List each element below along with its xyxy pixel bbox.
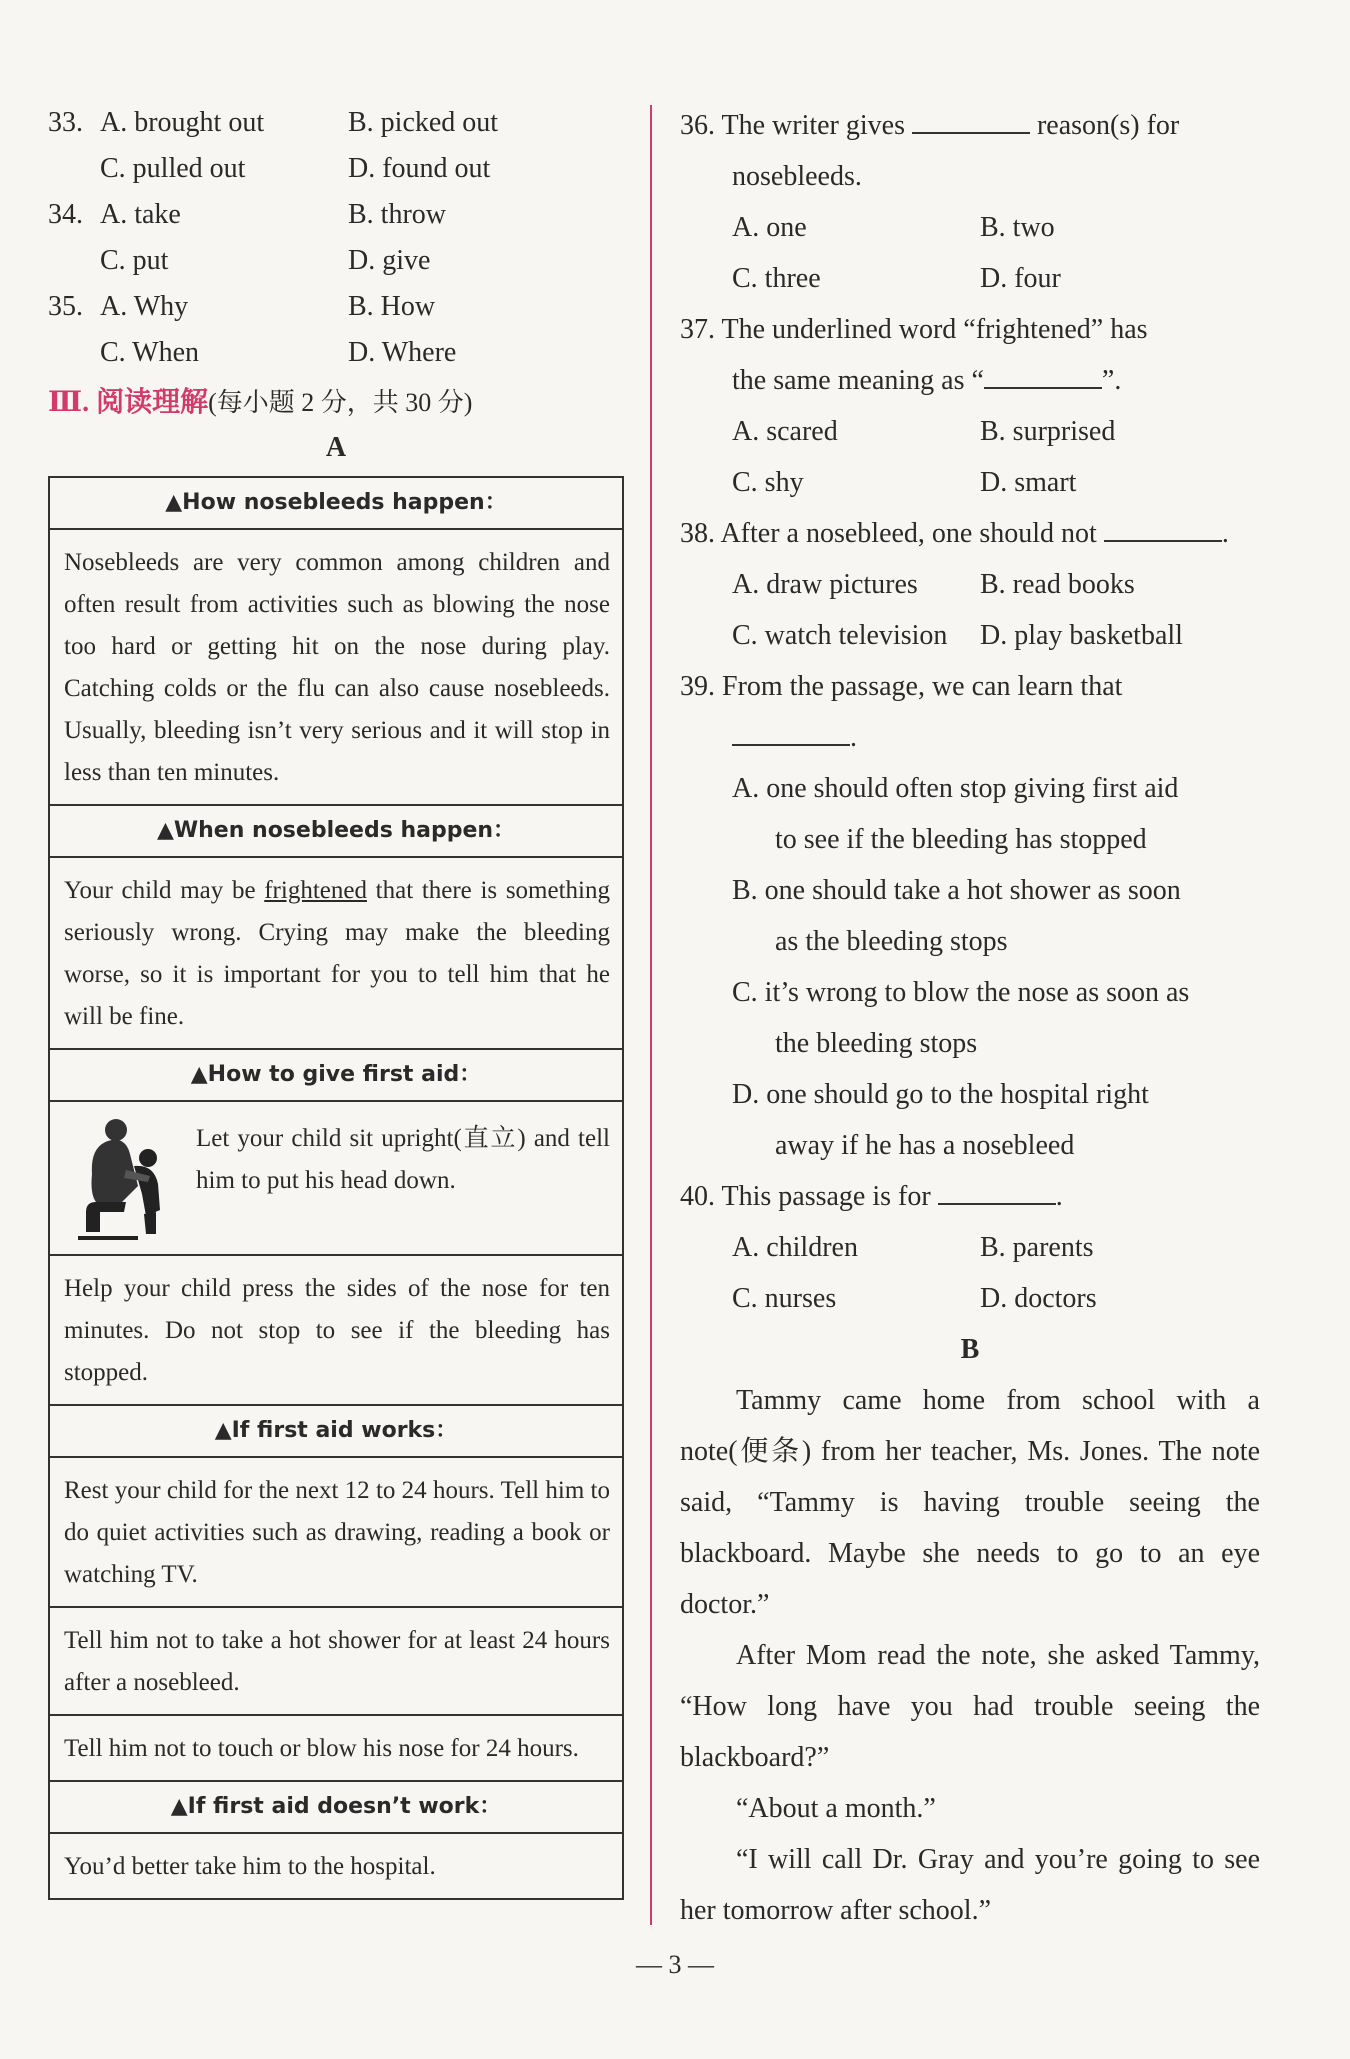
option-continued: to see if the bleeding has stopped: [775, 824, 1147, 855]
option-continued: as the bleeding stops: [775, 926, 1008, 957]
question-38: [680, 508, 1260, 559]
question-text: 36. The writer gives: [680, 110, 912, 141]
question-37: 37. The underlined word “frightened” has: [680, 314, 1148, 345]
option: D. play basketball: [980, 620, 1183, 651]
passage-paragraph: After Mom read the note, she asked Tammy, “How long have you had trouble seeing the blackboard?”: [680, 1640, 1260, 1773]
answer-blank: [912, 102, 1030, 134]
question-40: [680, 1171, 1260, 1222]
option: C. nurses: [732, 1283, 837, 1314]
option: B. read books: [980, 569, 1135, 600]
passage-paragraph: “I will call Dr. Gray and you’re going to see her tomorrow after school.”: [680, 1844, 1260, 1926]
option: A. Why: [100, 291, 189, 322]
option: D. four: [980, 263, 1061, 294]
box-text: You’d better take him to the hospital.: [64, 1853, 436, 1880]
underlined-word: frightened: [264, 877, 367, 904]
text-part: .: [1221, 518, 1229, 549]
left-column: [48, 100, 624, 1900]
right-column: [680, 100, 1260, 1936]
section-note: (每小题 2 分，共 30 分): [208, 388, 473, 417]
option: A. scared: [732, 416, 838, 447]
option: B. surprised: [980, 416, 1116, 447]
option: B. two: [980, 212, 1055, 243]
page-number: — 3 —: [636, 1950, 714, 1979]
question-36: [680, 100, 1260, 151]
column-divider: [650, 105, 652, 1925]
option: A. children: [732, 1232, 858, 1263]
option: A. one should often stop giving first aid: [732, 773, 1179, 804]
option: C. When: [100, 337, 200, 368]
option: D. one should go to the hospital right: [732, 1079, 1149, 1110]
option: D. give: [348, 245, 431, 276]
answer-blank: [1104, 510, 1222, 542]
text-part: that there is something seriously wrong. Crying may make the bleeding worse, so it is important for you to tell him that he will be fine.: [64, 877, 610, 1030]
option: C. put: [100, 245, 169, 276]
box-text: Let your child sit upright(直立) and tell him to put his head down.: [196, 1125, 610, 1194]
option: B. picked out: [348, 107, 499, 138]
option: A. take: [100, 199, 181, 230]
option: B. How: [348, 291, 436, 322]
option: C. three: [732, 263, 821, 294]
option: C. shy: [732, 467, 804, 498]
option: A. draw pictures: [732, 569, 918, 600]
option-row: [680, 559, 1260, 610]
passage-table: [48, 476, 624, 1900]
option: B. parents: [980, 1232, 1094, 1263]
text-part: the same meaning as “: [732, 365, 984, 396]
question-39: 39. From the passage, we can learn that: [680, 671, 1123, 702]
box-text: Tell him not to touch or blow his nose for 24 hours.: [50, 1716, 622, 1782]
question-text: [680, 712, 1260, 763]
option: A. brought out: [100, 107, 265, 138]
text-part: .: [850, 722, 857, 753]
option-row: [680, 406, 1260, 457]
part-b-heading: B: [960, 1334, 980, 1365]
option-row: [680, 1222, 1260, 1273]
option-row: [680, 1273, 1260, 1324]
question-number: 33.: [48, 107, 83, 138]
box-heading: ▲How nosebleeds happen：: [50, 478, 622, 530]
question-row: [48, 192, 624, 238]
option: D. smart: [980, 467, 1077, 498]
text-part: 38. After a nosebleed, one should not: [680, 518, 1104, 549]
question-text: [680, 355, 1260, 406]
box-text-with-figure: [50, 1102, 622, 1256]
parent-child-illustration-icon: [64, 1114, 184, 1244]
box-text: Help your child press the sides of the nose for ten minutes. Do not stop to see if the bleeding has stopped.: [50, 1256, 622, 1406]
box-heading: ▲If first aid works：: [50, 1406, 622, 1458]
text-part: ”.: [1101, 365, 1122, 396]
box-text: Rest your child for the next 12 to 24 hours. Tell him to do quiet activities such as drawing, reading a book or watching TV.: [50, 1458, 622, 1608]
option: D. Where: [348, 337, 457, 368]
box-heading: ▲How to give first aid：: [50, 1050, 622, 1102]
question-row: [48, 238, 624, 284]
passage-paragraph: “About a month.”: [736, 1793, 936, 1824]
text-part: Your child may be: [64, 877, 265, 904]
section-title: Ⅲ. 阅读理解: [48, 387, 209, 418]
question-row: [48, 284, 624, 330]
option: A. one: [732, 212, 807, 243]
question-row: [48, 100, 624, 146]
option: C. watch television: [732, 620, 948, 651]
option-continued: away if he has a nosebleed: [775, 1130, 1075, 1161]
option: B. one should take a hot shower as soon: [732, 875, 1181, 906]
passage-paragraph: Tammy came home from school with a note(便条) from her teacher, Ms. Jones. The note said, “Tammy is having trouble seeing the blackboard. Maybe she needs to go to an eye doctor.”: [680, 1385, 1260, 1620]
option: D. found out: [348, 153, 491, 184]
question-number: 35.: [48, 291, 83, 322]
question-row: [48, 146, 624, 192]
question-text: reason(s) for: [1029, 110, 1180, 141]
box-text: Tell him not to take a hot shower for at least 24 hours after a nosebleed.: [50, 1608, 622, 1716]
option-continued: the bleeding stops: [775, 1028, 978, 1059]
question-number: 34.: [48, 199, 83, 230]
answer-blank: [938, 1173, 1056, 1205]
box-text: Nosebleeds are very common among children and often result from activities such as blowing the nose too hard or getting hit on the nose during play. Catching colds or the flu can also cause nosebleeds. Usually, bleeding isn’t very serious and it will stop in less than ten minutes.: [50, 530, 622, 806]
option: C. pulled out: [100, 153, 246, 184]
section-heading: [48, 380, 624, 426]
option: C. it’s wrong to blow the nose as soon as: [732, 977, 1190, 1008]
part-a-heading: A: [325, 432, 347, 463]
answer-blank: [984, 357, 1102, 389]
answer-blank: [732, 714, 850, 746]
option-row: [680, 202, 1260, 253]
option-row: [680, 610, 1260, 661]
option-row: [680, 457, 1260, 508]
text-part: 40. This passage is for: [680, 1181, 938, 1212]
question-row: [48, 330, 624, 376]
text-part: .: [1055, 1181, 1063, 1212]
option: D. doctors: [980, 1283, 1097, 1314]
option: B. throw: [348, 199, 446, 230]
box-text: [50, 858, 622, 1050]
box-heading: ▲When nosebleeds happen：: [50, 806, 622, 858]
question-text: nosebleeds.: [732, 161, 862, 192]
option-row: [680, 253, 1260, 304]
box-heading: ▲If first aid doesn’t work：: [50, 1782, 622, 1834]
